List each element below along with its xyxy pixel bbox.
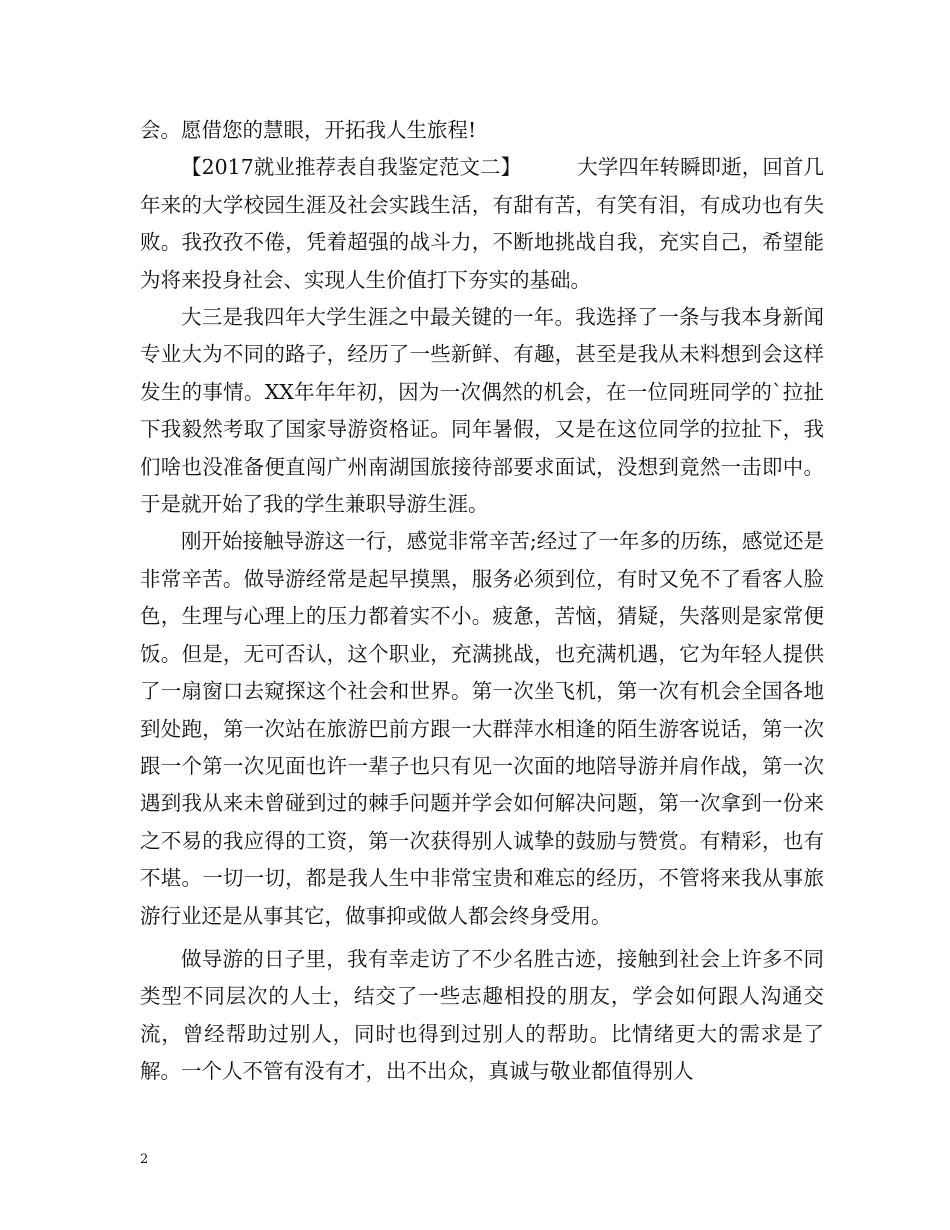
paragraph-tour-guide-days: 做导游的日子里，我有幸走访了不少名胜古迹，接触到社会上许多不同类型不同层次的人士，结交了一些志趣相投的朋友，学会如何跟人沟通交流，曾经帮助过别人，同时也得到过别人的帮助。比情绪更大的需求是了解。一个人不管有没有才，出不出众，真诚与敬业都值得别人 [140, 946, 824, 1084]
section-heading: 【2017就业推荐表自我鉴定范文二】 [181, 155, 522, 180]
paragraph-continuation: 会。愿借您的慧眼，开拓我人生旅程! [140, 118, 477, 142]
paragraph-essay-two-body: 大学四年转瞬即逝，回首几年来的大学校园生涯及社会实践生活，有甜有苦，有笑有泪，有成功也有失败。我孜孜不倦，凭着超强的战斗力，不断地挑战自我，充实自己，希望能为将来投身社会、实现人生价值打下夯实的基础。 [140, 155, 824, 292]
paragraph-tour-guide-work: 刚开始接触导游这一行，感觉非常辛苦;经过了一年多的历练，感觉还是非常辛苦。做导游经常是起早摸黑，服务必须到位，有时又免不了看客人脸色，生理与心理上的压力都着实不小。疲惫，苦恼，猜疑，失落则是家常便饭。但是，无可否认，这个职业，充满挑战，也充满机遇，它为年轻人提供了一扇窗口去窥探这个社会和世界。第一次坐飞机，第一次有机会全国各地到处跑，第一次站在旅游巴前方跟一大群萍水相逢的陌生游客说话，第一次跟一个第一次见面也许一辈子也只有见一次面的地陪导游并肩作战，第一次遇到我从来未曾碰到过的棘手问题并学会如何解决问题，第一次拿到一份来之不易的我应得的工资，第一次获得别人诚挚的鼓励与赞赏。有精彩，也有不堪。一切一切，都是我人生中非常宝贵和难忘的经历，不管将来我从事旅游行业还是从事其它，做事抑或做人都会终身受用。 [140, 529, 824, 928]
paragraph-junior-year: 大三是我四年大学生涯之中最关键的一年。我选择了一条与我本身新闻专业大为不同的路子，经历了一些新鲜、有趣，甚至是我从未料想到会这样发生的事情。XX年年年初，因为一次偶然的机会，在一位同班同学的`拉扯下我毅然考取了国家导游资格证。同年暑假，又是在这位同学的拉扯下，我们啥也没准备便直闯广州南湖国旅接待部要求面试，没想到竟然一击即中。于是就开始了我的学生兼职导游生涯。 [140, 305, 824, 517]
document-body [140, 112, 824, 1091]
page-number: 2 [140, 1152, 149, 1167]
paragraph-essay-two [140, 149, 824, 299]
